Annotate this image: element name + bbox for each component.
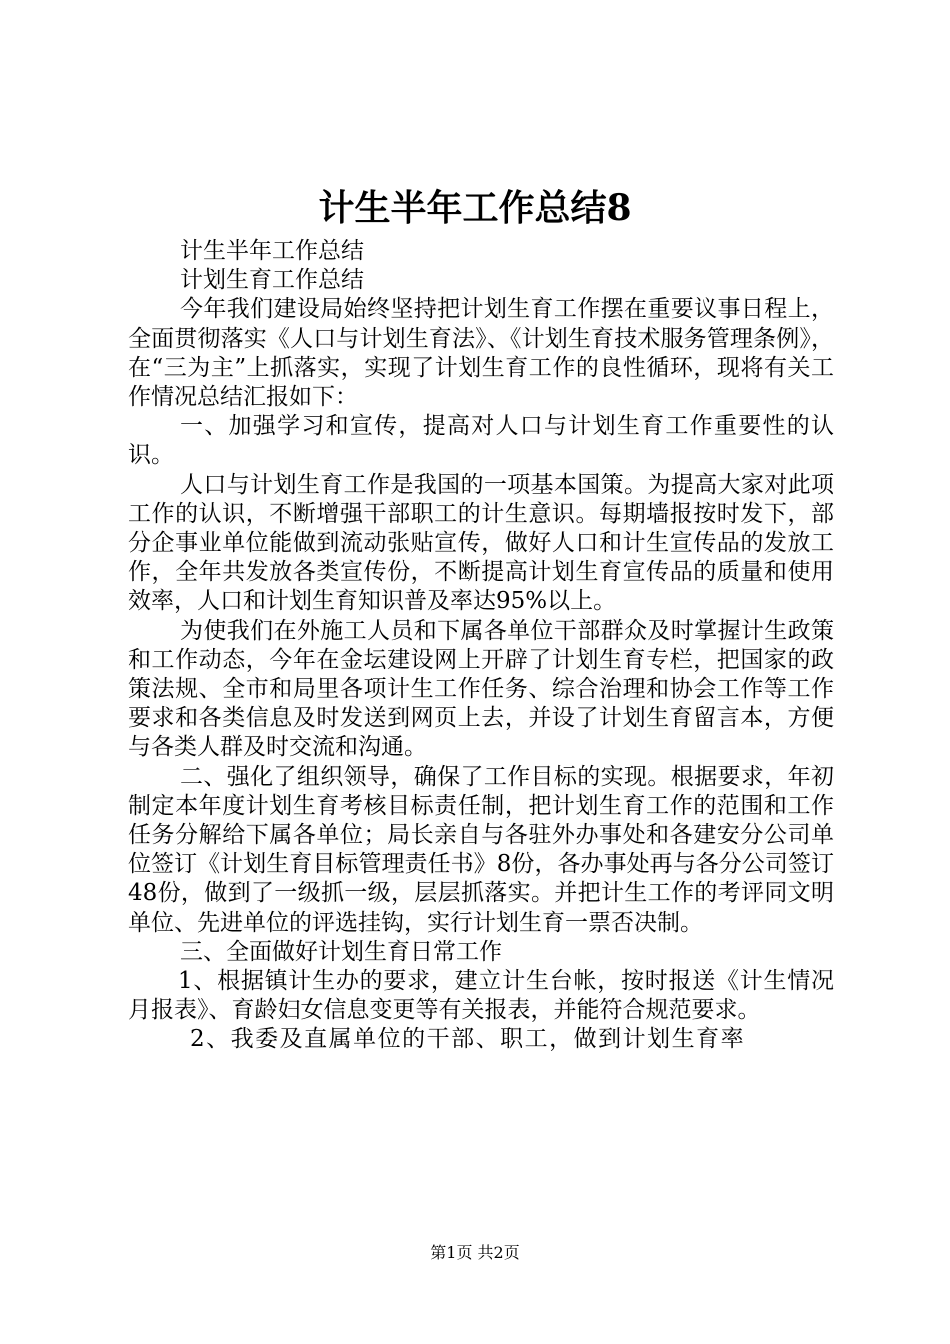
- section-heading-2-paragraph: 二、强化了组织领导，确保了工作目标的实现。根据要求，年初制定本年度计划生育考核目标责任制，把计划生育工作的范围和工作任务分解给下属各单位；局长亲自与各驻外办事处和各建安分公司单位签订《计划生育目标管理责任书》8份，各办事处再与各分公司签订48份，做到了一级抓一级，层层抓落实。并把计生工作的考评同文明单位、先进单位的评选挂钩，实行计划生育一票否决制。: [128, 763, 834, 936]
- body-paragraph: 为使我们在外施工人员和下属各单位干部群众及时掌握计生政策和工作动态，今年在金坛建设网上开辟了计划生育专栏，把国家的政策法规、全市和局里各项计生工作任务、综合治理和协会工作等工作要求和各类信息及时发送到网页上去，并设了计划生育留言本，方便与各类人群及时交流和沟通。: [128, 617, 834, 761]
- section-heading-3: 三、全面做好计划生育日常工作: [180, 938, 502, 965]
- subtitle-paragraph: 计划生育工作总结: [180, 267, 364, 294]
- subtitle-paragraph: 计生半年工作总结: [180, 238, 364, 264]
- list-item-paragraph: 2、我委及直属单位的干部、职工，做到计划生育率: [190, 1026, 746, 1053]
- body-paragraph: 人口与计划生育工作是我国的一项基本国策。为提高大家对此项工作的认识，不断增强干部职工的计生意识。每期墙报按时发下，部分企事业单位能做到流动张贴宣传，做好人口和计生宣传品的发放工作，全年共发放各类宣传份，不断提高计划生育宣传品的质量和使用效率，人口和计划生育知识普及率达95%以上。: [128, 471, 834, 615]
- section-heading-1: 一、加强学习和宣传，提高对人口与计划生育工作重要性的认识。: [128, 413, 834, 469]
- list-item-paragraph: 1、根据镇计生办的要求，建立计生台帐，按时报送《计生情况月报表》、育龄妇女信息变更等有关报表，并能符合规范要求。: [128, 968, 834, 1024]
- page-footer: 第1页 共2页: [430, 1243, 520, 1262]
- document-body: [128, 237, 834, 1055]
- intro-paragraph: 今年我们建设局始终坚持把计划生育工作摆在重要议事日程上，全面贯彻落实《人口与计划生育法》、《计划生育技术服务管理条例》，在“三为主”上抓落实，实现了计划生育工作的良性循环，现将有关工作情况总结汇报如下：: [128, 296, 834, 411]
- document-title: 计生半年工作总结8: [318, 187, 632, 229]
